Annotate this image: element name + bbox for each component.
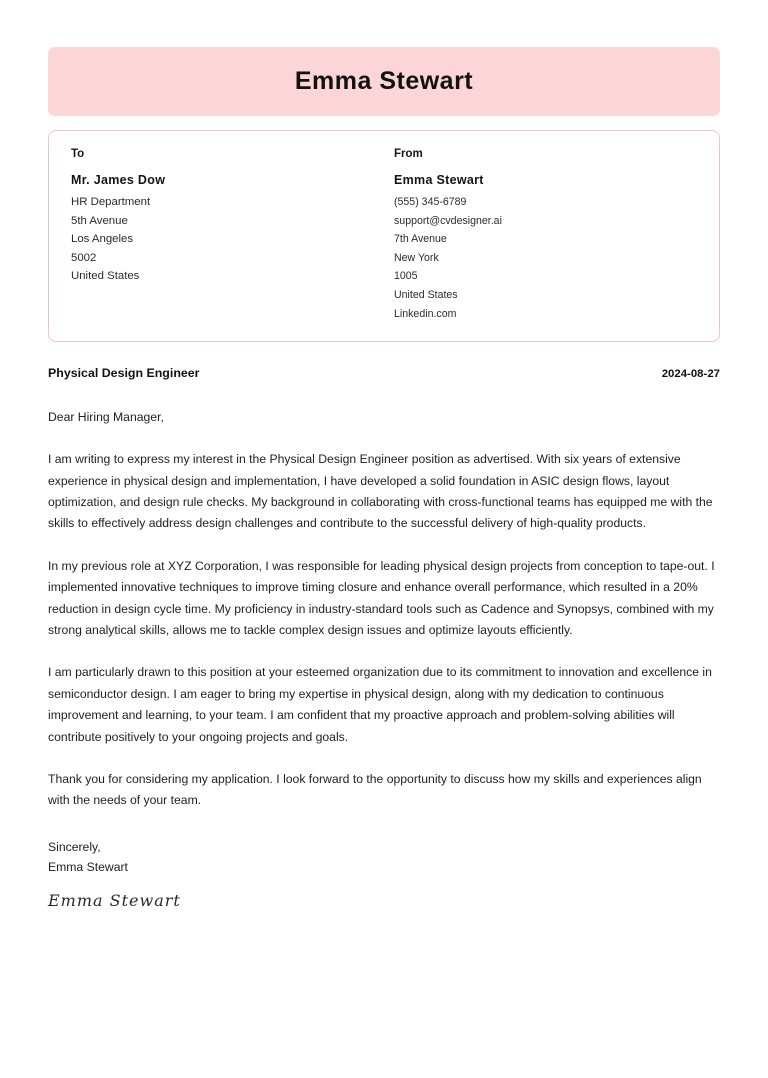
- applicant-name: Emma Stewart: [294, 67, 474, 95]
- sender-name: Emma Stewart: [394, 173, 484, 187]
- job-title: Physical Design Engineer: [48, 366, 200, 381]
- salutation: Dear Hiring Manager,: [48, 410, 164, 425]
- to-label: To: [71, 148, 85, 160]
- closing-block: [48, 837, 720, 878]
- body-paragraph: In my previous role at XYZ Corporation, I was responsible for leading physical design projects from conception to tape-out. I implemented innovative techniques to improve timing closure and enhance overall performance, which resulted in a 20% reduction in design cycle time. My proficiency in industry-standard tools such as Cadence and Synopsys, combined with my strong analytical skills, allows me to tackle complex design issues and optimize layouts efficiently.: [48, 558, 715, 637]
- recipient-block: [71, 148, 384, 323]
- title-row: [48, 366, 720, 380]
- sender-line: 7th Avenue: [394, 233, 447, 246]
- signature: Emma Stewart: [48, 890, 181, 910]
- recipient-line: Los Angeles: [71, 233, 134, 246]
- sender-line: New York: [394, 251, 439, 264]
- name-banner: [48, 47, 720, 116]
- address-card: [48, 130, 720, 342]
- recipient-line: United States: [71, 270, 140, 283]
- letter-date: 2024-08-27: [661, 368, 720, 381]
- recipient-line: HR Department: [71, 196, 151, 208]
- recipient-name: Mr. James Dow: [71, 173, 166, 187]
- from-label: From: [394, 148, 423, 160]
- recipient-line: 5002: [71, 251, 97, 264]
- sender-email: support@cvdesigner.ai: [394, 214, 502, 227]
- letter-body: [48, 407, 720, 910]
- body-paragraph: I am particularly drawn to this position at your esteemed organization due to its commitment to innovation and excellence in semiconductor design. I am eager to bring my expertise in physical design, along with my dedication to continuous improvement and learning, to your team. I am confident that my proactive approach and problem-solving abilities will contribute positively to your ongoing projects and goals.: [48, 665, 712, 744]
- sender-phone: (555) 345-6789: [394, 196, 467, 208]
- recipient-line: 5th Avenue: [71, 214, 128, 227]
- closing-word: Sincerely,: [48, 839, 101, 854]
- sender-linkedin: Linkedin.com: [394, 307, 457, 320]
- closing-name: Emma Stewart: [48, 860, 128, 875]
- sender-line: 1005: [394, 270, 418, 283]
- body-paragraph: I am writing to express my interest in the Physical Design Engineer position as advertised. With six years of extensive experience in physical design and implementation, I have developed a solid foundation in ASIC design flows, layout optimization, and design rule checks. My background in collaborating with cross-functional teams has equipped me with the skills to effectively address design challenges and contribute to the successful delivery of high-quality products.: [48, 452, 713, 531]
- body-paragraph: Thank you for considering my application. I look forward to the opportunity to discuss how my skills and experiences align with the needs of your team.: [48, 772, 702, 808]
- sender-block: [384, 148, 697, 323]
- sender-line: United States: [394, 288, 458, 301]
